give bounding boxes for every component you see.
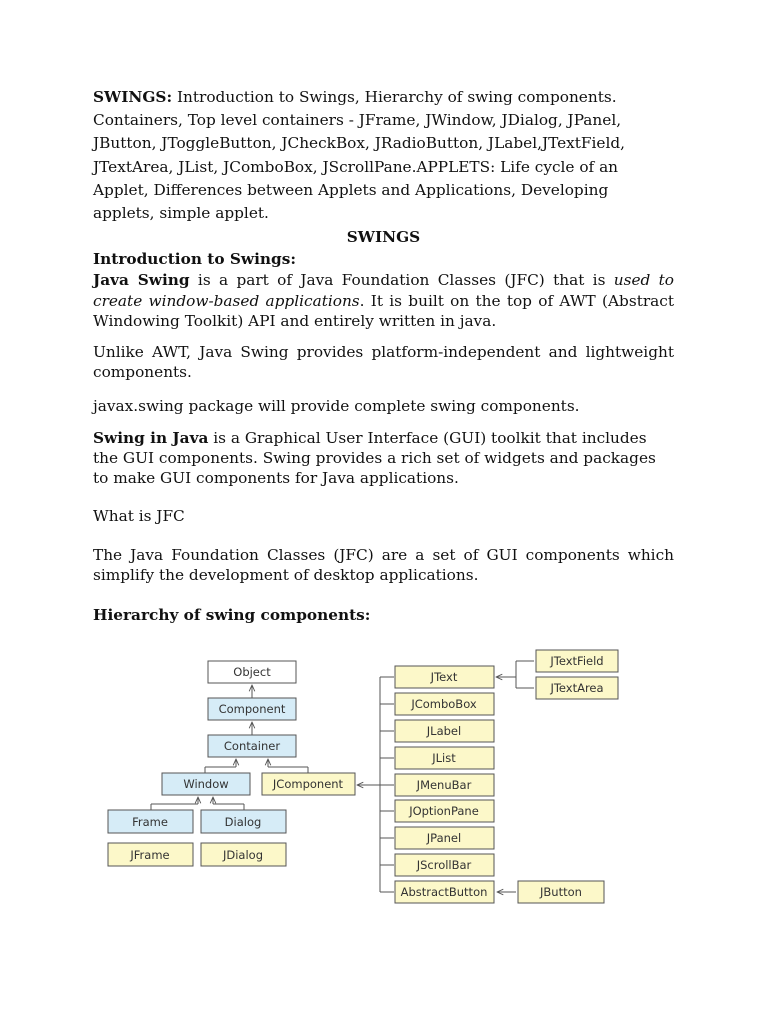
jtextarea-label: JTextArea	[550, 681, 604, 695]
jmenubar-label: JMenuBar	[416, 778, 472, 792]
joptionpane-label: JOptionPane	[409, 804, 479, 818]
hierarchy-heading: Hierarchy of swing components:	[93, 605, 371, 624]
abstractbutton-label: AbstractButton	[400, 885, 488, 899]
jbutton-label: JButton	[540, 885, 582, 899]
jtext-label: JText	[430, 670, 458, 684]
window-label: Window	[183, 777, 229, 791]
jframe-label: JFrame	[130, 848, 170, 862]
jscrollbar-label: JScrollBar	[416, 858, 472, 872]
unlike-awt-paragraph: Unlike AWT, Java Swing provides platform-independent and lightweight components.	[93, 342, 674, 382]
jlist-label: JList	[432, 751, 456, 765]
component-label: Component	[218, 702, 286, 716]
jcombobox-label: JComboBox	[411, 697, 477, 711]
container-label: Container	[223, 739, 281, 753]
jcomponent-label: JComponent	[272, 777, 344, 791]
swing-in-java-text: is a Graphical User Interface (GUI) toolkit that includes the GUI components. Swing provides a rich set of widgets and packages to make GUI components for Java applications.	[93, 428, 656, 487]
java-swing-text-1: is a part of Java Foundation Classes (JFC) that is	[189, 271, 614, 290]
jfc-question: What is JFC	[93, 506, 185, 525]
syllabus-text: Introduction to Swings, Hierarchy of swing components. Containers, Top level containers - JFrame, JWindow, JDialog, JPanel, JButton, JToggleButton, JCheckBox, JRadioButton, JLabel,JTextField, JTextArea, JList, JComboBox, JScrollPane.APPLETS: Life cycle of an Applet, Differences between Applets and Applications, Developing applets, simple applet.	[93, 88, 626, 223]
section-title: SWINGS	[346, 228, 421, 247]
jdialog-label: JDialog	[222, 848, 264, 862]
intro-heading: Introduction to Swings:	[93, 250, 296, 269]
java-swing-term: Java Swing	[93, 271, 190, 290]
object-label: Object	[233, 665, 271, 679]
jfc-answer: The Java Foundation Classes (JFC) are a set of GUI components which simplify the development of desktop applications.	[93, 545, 674, 585]
swing-in-java-term: Swing in Java	[93, 428, 209, 447]
frame-label: Frame	[132, 815, 168, 829]
syllabus-label: SWINGS:	[93, 88, 173, 106]
dialog-label: Dialog	[224, 815, 262, 829]
java-swing-text-2: . It is built on the top of AWT (Abstract Windowing Toolkit) API and entirely written in java.	[93, 291, 674, 331]
java-swing-italic: used to create window-based applications	[93, 271, 674, 310]
jlabel-label: JLabel	[426, 724, 462, 738]
jpanel-label: JPanel	[426, 831, 462, 845]
jtextfield-label: JTextField	[550, 654, 604, 668]
javax-swing-paragraph: javax.swing package will provide complete swing components.	[93, 396, 580, 415]
